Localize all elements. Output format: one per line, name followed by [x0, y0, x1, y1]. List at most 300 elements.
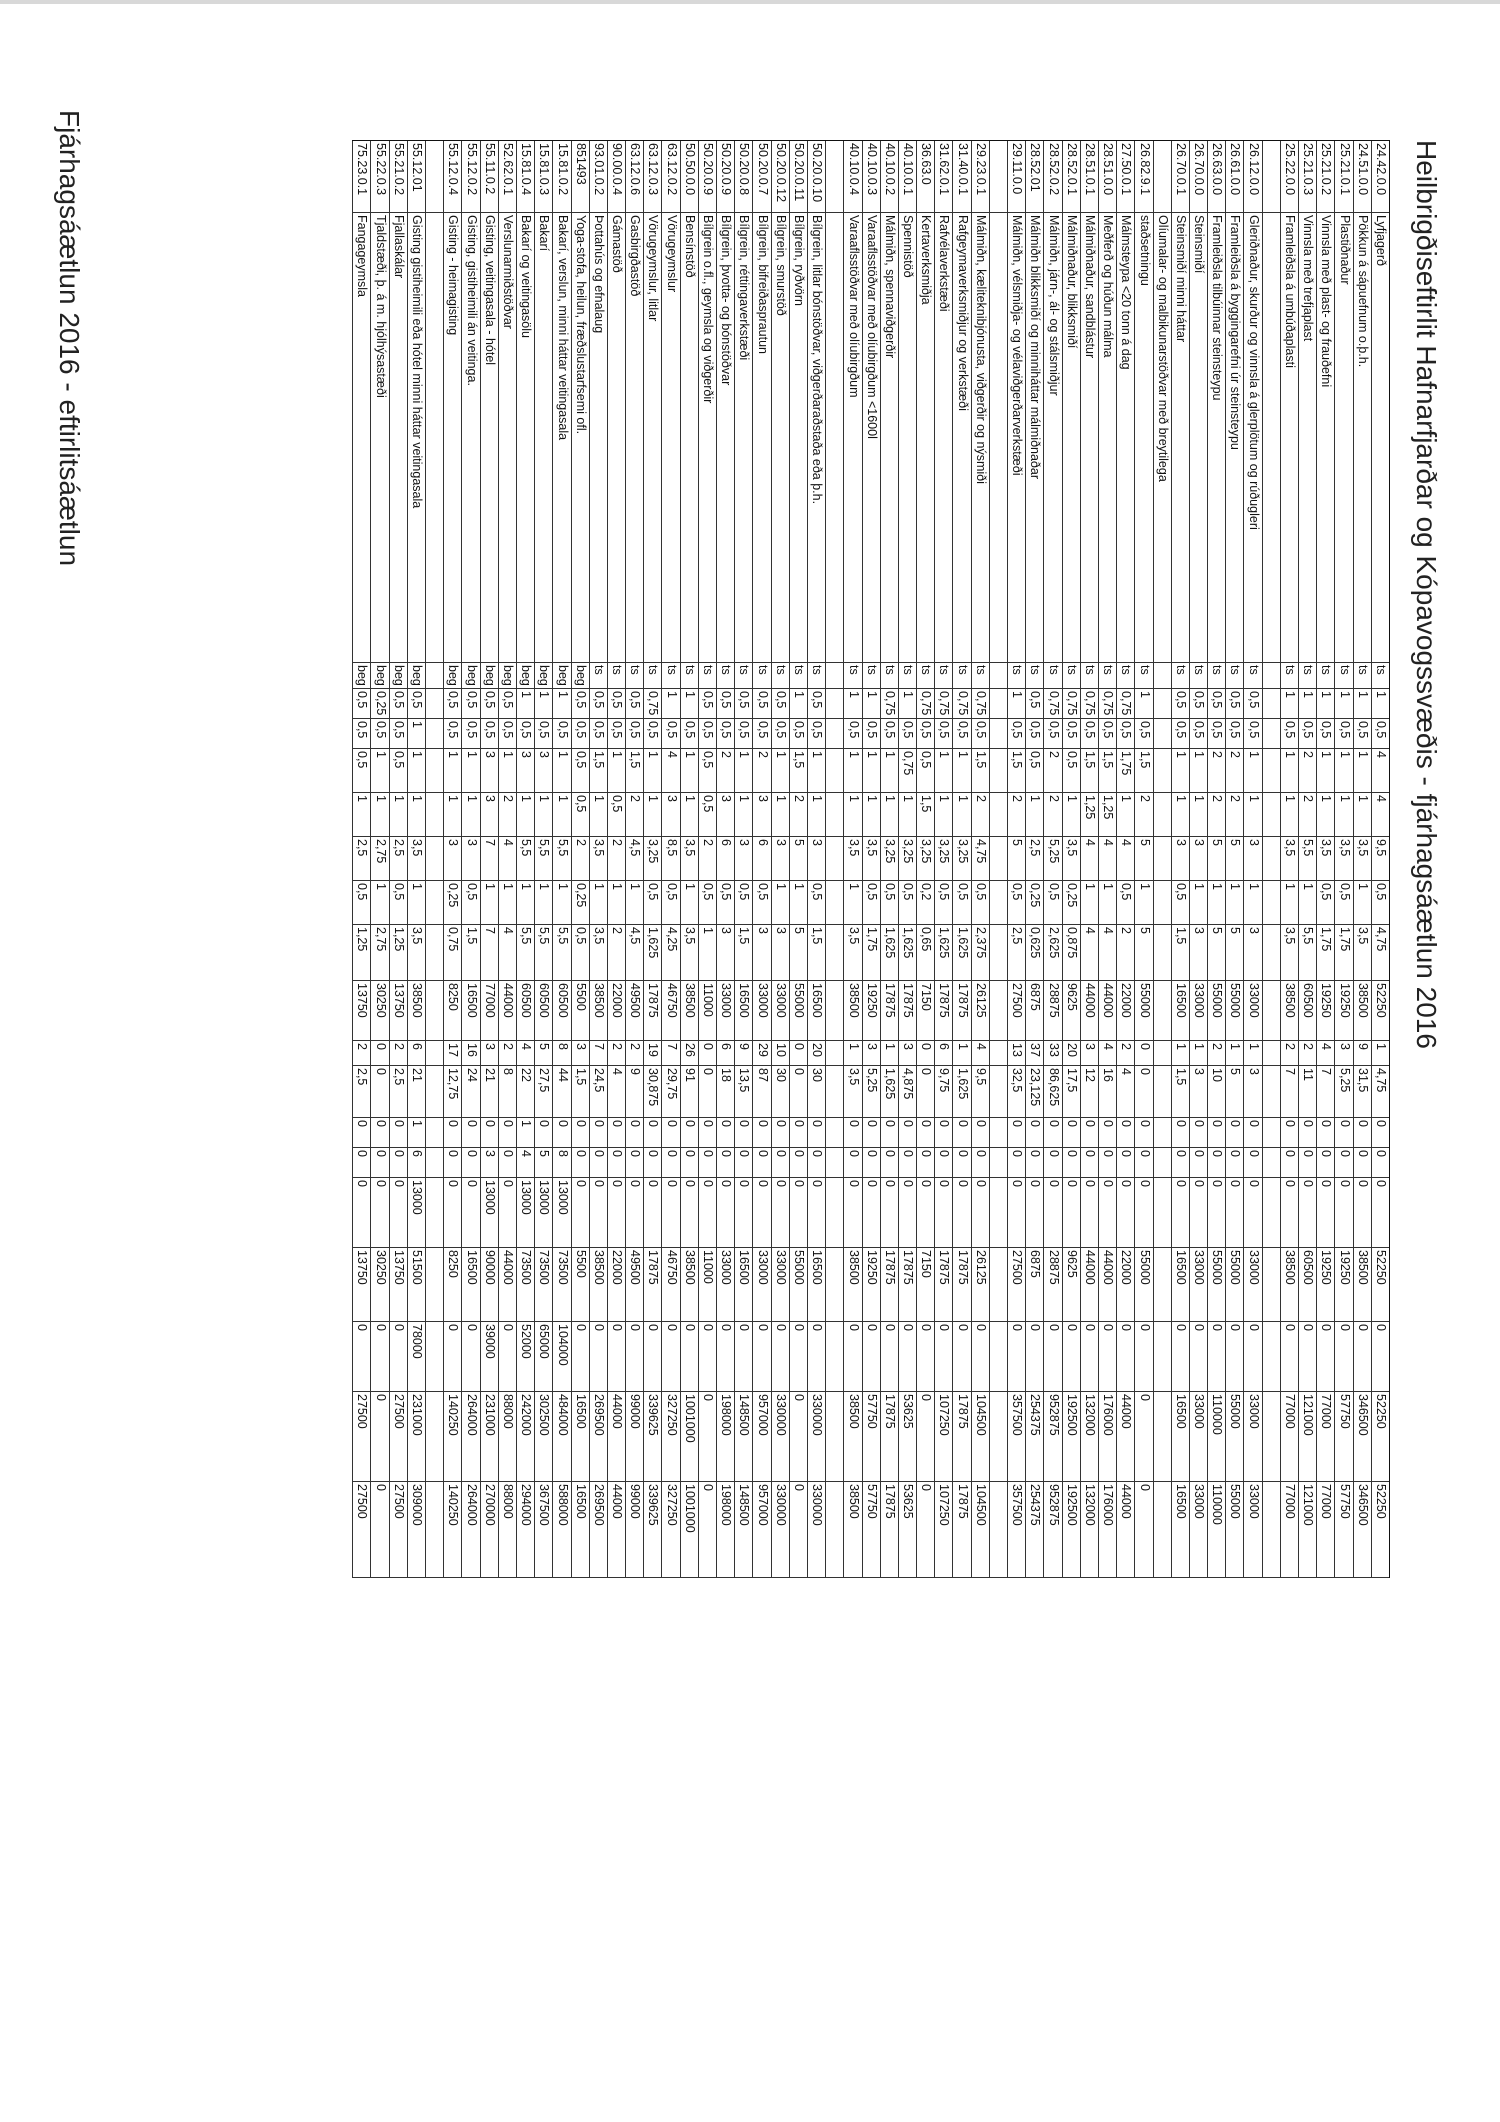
- value-cell: 1: [1189, 749, 1207, 793]
- value-cell: 327250: [662, 1482, 680, 1578]
- description-cell: Bensínstöð: [680, 213, 698, 663]
- value-cell: 33000: [1189, 1392, 1207, 1482]
- code-cell: 25.21.0.1: [1334, 141, 1352, 213]
- value-cell: 1: [862, 689, 880, 719]
- value-cell: 2,625: [1043, 925, 1061, 981]
- value-cell: 77000: [1280, 1482, 1298, 1578]
- value-cell: 17,5: [1062, 1066, 1080, 1118]
- value-cell: 1: [771, 749, 789, 793]
- value-cell: ts: [1116, 663, 1134, 689]
- value-cell: 1,5: [734, 925, 752, 981]
- value-cell: 0,5: [498, 689, 516, 719]
- value-cell: 0: [1098, 1148, 1116, 1178]
- description-cell: Pökkun á sápuefnum o.þ.h.: [1353, 213, 1371, 663]
- code-cell: 52.62.0.1: [498, 141, 516, 213]
- value-cell: 0: [752, 1148, 770, 1178]
- value-cell: 1,5: [461, 925, 479, 981]
- table-row: [516, 141, 534, 1578]
- value-cell: 51500: [407, 1248, 425, 1322]
- value-cell: 3,5: [1280, 925, 1298, 981]
- value-cell: 952875: [1043, 1482, 1061, 1578]
- value-cell: 1: [1189, 1041, 1207, 1066]
- value-cell: 0,5: [1280, 719, 1298, 749]
- value-cell: 0: [807, 1148, 825, 1178]
- value-cell: [825, 837, 843, 881]
- value-cell: 0: [807, 1322, 825, 1392]
- page-title: Heilbrigðiseftirlit Hafnarfjarðar og Kópavogssvæðis - fjárhagsáætlun 2016: [1411, 140, 1442, 1049]
- value-cell: 1: [552, 689, 570, 719]
- value-cell: 3: [752, 793, 770, 837]
- value-cell: 0: [862, 1322, 880, 1392]
- value-cell: 77000: [1316, 1482, 1334, 1578]
- value-cell: 5: [1207, 925, 1225, 981]
- value-cell: 33000: [1244, 981, 1262, 1041]
- value-cell: 19250: [862, 981, 880, 1041]
- value-cell: 132000: [1080, 1392, 1098, 1482]
- value-cell: 16500: [807, 981, 825, 1041]
- description-cell: Málmiðn, vélsmiðja- og vélaviðgerðarverkstæði: [1007, 213, 1025, 663]
- value-cell: 2: [1134, 793, 1152, 837]
- value-cell: 0: [1298, 1118, 1316, 1148]
- value-cell: 16500: [1171, 1392, 1189, 1482]
- table-spacer-row: [425, 141, 443, 1578]
- value-cell: 33000: [752, 1248, 770, 1322]
- value-cell: 21: [480, 1066, 498, 1118]
- value-cell: 27,5: [534, 1066, 552, 1118]
- value-cell: ts: [698, 663, 716, 689]
- value-cell: 0: [934, 1178, 952, 1248]
- value-cell: 0: [1171, 1118, 1189, 1148]
- value-cell: 1: [589, 793, 607, 837]
- value-cell: 2: [698, 837, 716, 881]
- value-cell: 148500: [734, 1482, 752, 1578]
- value-cell: 1,5: [1134, 749, 1152, 793]
- value-cell: 1: [1171, 793, 1189, 837]
- value-cell: 8: [552, 1148, 570, 1178]
- value-cell: 4,875: [898, 1066, 916, 1118]
- description-cell: Málmiðn blikksmiðí og minniháttar málmiðnaðar: [1025, 213, 1043, 663]
- value-cell: 3,5: [1353, 925, 1371, 981]
- value-cell: 23,125: [1025, 1066, 1043, 1118]
- description-cell: Yoga-stofa, heilun, fræðslustarfsemi ofl.: [571, 213, 589, 663]
- value-cell: 1: [498, 749, 516, 793]
- value-cell: 3: [734, 837, 752, 881]
- description-cell: Verslunarmiðstöðvar: [498, 213, 516, 663]
- value-cell: 0: [1007, 1178, 1025, 1248]
- value-cell: 121000: [1298, 1392, 1316, 1482]
- description-cell: Vinnsla með trefjaplast: [1298, 213, 1316, 663]
- table-row: [1007, 141, 1025, 1578]
- page-footer: Fjárhagsáætlun 2016 - eftirlitsáætlun: [54, 110, 85, 567]
- value-cell: 10: [771, 1041, 789, 1066]
- value-cell: 0: [1134, 1148, 1152, 1178]
- value-cell: beg: [371, 663, 389, 689]
- value-cell: 1: [480, 881, 498, 925]
- value-cell: 17875: [953, 1392, 971, 1482]
- description-cell: Gasbirgðastöð: [625, 213, 643, 663]
- value-cell: [425, 881, 443, 925]
- value-cell: 33000: [752, 981, 770, 1041]
- table-row: [971, 141, 989, 1578]
- value-cell: 1: [1244, 881, 1262, 925]
- value-cell: 38500: [843, 1392, 861, 1482]
- value-cell: 0,5: [643, 719, 661, 749]
- value-cell: 91: [680, 1066, 698, 1118]
- value-cell: 0: [734, 1322, 752, 1392]
- value-cell: 17875: [880, 1392, 898, 1482]
- value-cell: 2,5: [352, 1066, 370, 1118]
- value-cell: 0: [1025, 1178, 1043, 1248]
- value-cell: 88000: [498, 1482, 516, 1578]
- value-cell: 2: [1207, 749, 1225, 793]
- value-cell: 7: [662, 1041, 680, 1066]
- value-cell: 60500: [1298, 981, 1316, 1041]
- code-cell: 50.20.0.10: [807, 141, 825, 213]
- value-cell: 0: [1116, 1322, 1134, 1392]
- value-cell: 0,5: [698, 689, 716, 719]
- value-cell: 1: [607, 881, 625, 925]
- description-cell: Vinnsla með plast- og frauðefni: [1316, 213, 1334, 663]
- value-cell: 8,5: [662, 837, 680, 881]
- value-cell: 0: [1189, 1148, 1207, 1178]
- description-cell: Kertaverksmiðja: [916, 213, 934, 663]
- code-cell: 15.81.0.3: [534, 141, 552, 213]
- value-cell: 5: [534, 1041, 552, 1066]
- value-cell: 0,5: [1043, 719, 1061, 749]
- value-cell: [989, 981, 1007, 1041]
- value-cell: 0: [498, 1178, 516, 1248]
- value-cell: 1: [1244, 793, 1262, 837]
- table-row: [1116, 141, 1134, 1578]
- value-cell: ts: [1334, 663, 1352, 689]
- value-cell: 0: [971, 1322, 989, 1392]
- value-cell: 0,5: [571, 925, 589, 981]
- table-row: [916, 141, 934, 1578]
- value-cell: 0,5: [352, 719, 370, 749]
- value-cell: 57750: [1334, 1482, 1352, 1578]
- value-cell: 57750: [862, 1392, 880, 1482]
- value-cell: 0,5: [862, 719, 880, 749]
- value-cell: 0: [1134, 1322, 1152, 1392]
- value-cell: 17875: [880, 1482, 898, 1578]
- value-cell: 0: [1334, 1322, 1352, 1392]
- value-cell: 0,75: [934, 689, 952, 719]
- code-cell: 40.10.0.4: [843, 141, 861, 213]
- value-cell: 0: [1098, 1178, 1116, 1248]
- code-cell: 40.10.0.1: [898, 141, 916, 213]
- code-cell: 851493: [571, 141, 589, 213]
- table-row: [1298, 141, 1316, 1578]
- value-cell: 1: [461, 749, 479, 793]
- value-cell: 20: [1062, 1041, 1080, 1066]
- value-cell: 1: [807, 749, 825, 793]
- table-row: [389, 141, 407, 1578]
- value-cell: 5: [534, 1148, 552, 1178]
- code-cell: 24.42.0.0: [1371, 141, 1389, 213]
- value-cell: 17875: [953, 981, 971, 1041]
- value-cell: 0: [916, 1322, 934, 1392]
- value-cell: 1,5: [807, 925, 825, 981]
- value-cell: 17875: [898, 1248, 916, 1322]
- value-cell: 13000: [480, 1178, 498, 1248]
- fee-table: [352, 140, 1390, 1578]
- value-cell: 1: [461, 793, 479, 837]
- value-cell: 2,75: [371, 925, 389, 981]
- value-cell: 44000: [1116, 1482, 1134, 1578]
- value-cell: ts: [625, 663, 643, 689]
- value-cell: 22000: [1116, 981, 1134, 1041]
- value-cell: 2: [625, 1041, 643, 1066]
- value-cell: 0,5: [625, 719, 643, 749]
- table-row: [698, 141, 716, 1578]
- value-cell: 198000: [716, 1482, 734, 1578]
- value-cell: 2: [1280, 1041, 1298, 1066]
- code-cell: 26.63.0.0: [1207, 141, 1225, 213]
- value-cell: 0: [789, 1322, 807, 1392]
- value-cell: ts: [662, 663, 680, 689]
- table-row: [625, 141, 643, 1578]
- value-cell: 0,5: [389, 689, 407, 719]
- value-cell: 1: [643, 793, 661, 837]
- value-cell: 0: [771, 1178, 789, 1248]
- value-cell: 254375: [1025, 1482, 1043, 1578]
- value-cell: [825, 1066, 843, 1118]
- value-cell: 0,5: [752, 689, 770, 719]
- value-cell: 0,5: [1043, 881, 1061, 925]
- table-row: [807, 141, 825, 1578]
- value-cell: beg: [552, 663, 570, 689]
- value-cell: [425, 1178, 443, 1248]
- value-cell: 2: [1225, 749, 1243, 793]
- value-cell: 3: [480, 1148, 498, 1178]
- value-cell: 1: [1025, 793, 1043, 837]
- value-cell: 0: [916, 1041, 934, 1066]
- value-cell: 0: [552, 1118, 570, 1148]
- value-cell: 0: [789, 1041, 807, 1066]
- value-cell: 0,25: [371, 689, 389, 719]
- value-cell: [989, 881, 1007, 925]
- value-cell: 1: [843, 749, 861, 793]
- table-row: [862, 141, 880, 1578]
- description-cell: Fangageymsla: [352, 213, 370, 663]
- table-row: [571, 141, 589, 1578]
- value-cell: ts: [862, 663, 880, 689]
- table-row: [1225, 141, 1243, 1578]
- value-cell: [825, 663, 843, 689]
- value-cell: 1,5: [571, 1066, 589, 1118]
- value-cell: 107250: [934, 1482, 952, 1578]
- description-cell: [989, 213, 1007, 663]
- value-cell: 0,75: [1098, 689, 1116, 719]
- value-cell: 3,5: [1334, 837, 1352, 881]
- value-cell: 0: [789, 1178, 807, 1248]
- table-row: [953, 141, 971, 1578]
- value-cell: 0,5: [1025, 719, 1043, 749]
- description-cell: Bakarí og veitingasölu: [516, 213, 534, 663]
- value-cell: 0: [662, 1178, 680, 1248]
- value-cell: 1: [1316, 749, 1334, 793]
- value-cell: 27500: [352, 1392, 370, 1482]
- value-cell: 0: [1225, 1178, 1243, 1248]
- value-cell: 17875: [953, 1482, 971, 1578]
- value-cell: 3,5: [407, 925, 425, 981]
- value-cell: 0,5: [607, 689, 625, 719]
- value-cell: 0,5: [1371, 719, 1389, 749]
- value-cell: 0: [1062, 1322, 1080, 1392]
- value-cell: 0: [1334, 1178, 1352, 1248]
- value-cell: 3,5: [843, 925, 861, 981]
- value-cell: 3,5: [843, 1066, 861, 1118]
- value-cell: 3,25: [898, 837, 916, 881]
- value-cell: 0: [1207, 1148, 1225, 1178]
- value-cell: 0,5: [1244, 719, 1262, 749]
- value-cell: [825, 925, 843, 981]
- value-cell: 0: [662, 1118, 680, 1148]
- value-cell: 11: [1298, 1066, 1316, 1118]
- value-cell: 44000: [498, 1248, 516, 1322]
- value-cell: 0,5: [662, 719, 680, 749]
- value-cell: 3: [771, 837, 789, 881]
- value-cell: 5,25: [1334, 1066, 1352, 1118]
- value-cell: 1: [1316, 689, 1334, 719]
- value-cell: 55000: [789, 981, 807, 1041]
- value-cell: 1: [1280, 793, 1298, 837]
- value-cell: 0: [643, 1322, 661, 1392]
- description-cell: Gámastöð: [607, 213, 625, 663]
- value-cell: [989, 1392, 1007, 1482]
- code-cell: 29.23.0.1: [971, 141, 989, 213]
- value-cell: 17875: [643, 1248, 661, 1322]
- description-cell: Þottahús og efnalaug: [589, 213, 607, 663]
- code-cell: 28.51.0.0: [1098, 141, 1116, 213]
- value-cell: [1262, 749, 1280, 793]
- value-cell: 73500: [552, 1248, 570, 1322]
- value-cell: 0,5: [571, 689, 589, 719]
- value-cell: 33000: [771, 1248, 789, 1322]
- description-cell: Steinsmiðí minni háttar: [1171, 213, 1189, 663]
- value-cell: 1: [516, 689, 534, 719]
- value-cell: 0: [698, 1178, 716, 1248]
- value-cell: 0,5: [589, 689, 607, 719]
- value-cell: ts: [1298, 663, 1316, 689]
- description-cell: Málmsteypa <20 tonn á dag: [1116, 213, 1134, 663]
- description-cell: Varaaflsstöðvar með olíubirgðum <1600l: [862, 213, 880, 663]
- value-cell: 3,5: [1353, 837, 1371, 881]
- value-cell: 0,5: [571, 793, 589, 837]
- value-cell: 0,5: [916, 719, 934, 749]
- value-cell: 0: [1298, 1178, 1316, 1248]
- value-cell: 57750: [862, 1482, 880, 1578]
- value-cell: ts: [643, 663, 661, 689]
- value-cell: 11000: [698, 981, 716, 1041]
- value-cell: 0: [1134, 1118, 1152, 1148]
- code-cell: 26.61.0.0: [1225, 141, 1243, 213]
- description-cell: Vörugeymslur, litlar: [643, 213, 661, 663]
- value-cell: ts: [916, 663, 934, 689]
- value-cell: 16500: [1171, 981, 1189, 1041]
- value-cell: 264000: [461, 1392, 479, 1482]
- value-cell: 55000: [1225, 1392, 1243, 1482]
- value-cell: 30: [771, 1066, 789, 1118]
- value-cell: 4: [498, 925, 516, 981]
- value-cell: 0,875: [1062, 925, 1080, 981]
- value-cell: 3: [662, 793, 680, 837]
- value-cell: 0: [916, 1482, 934, 1578]
- value-cell: 17875: [934, 1248, 952, 1322]
- value-cell: 22000: [607, 1248, 625, 1322]
- value-cell: 327250: [662, 1392, 680, 1482]
- table-row: [1153, 141, 1171, 1578]
- value-cell: [1262, 1148, 1280, 1178]
- value-cell: 957000: [752, 1392, 770, 1482]
- value-cell: 1: [771, 793, 789, 837]
- code-cell: 55.11.0.2: [480, 141, 498, 213]
- value-cell: 13750: [352, 981, 370, 1041]
- value-cell: 1: [1189, 881, 1207, 925]
- value-cell: 1: [534, 793, 552, 837]
- value-cell: 0: [843, 1148, 861, 1178]
- value-cell: 0,5: [1098, 719, 1116, 749]
- value-cell: 33000: [771, 981, 789, 1041]
- value-cell: 0: [625, 1148, 643, 1178]
- value-cell: 0: [916, 1148, 934, 1178]
- value-cell: 0,5: [1298, 719, 1316, 749]
- value-cell: 0: [443, 1322, 461, 1392]
- value-cell: 4: [516, 1041, 534, 1066]
- value-cell: 4,75: [1371, 925, 1389, 981]
- description-cell: Vörugeymslur: [662, 213, 680, 663]
- value-cell: 1,5: [789, 749, 807, 793]
- value-cell: 140250: [443, 1392, 461, 1482]
- value-cell: 0,75: [643, 689, 661, 719]
- value-cell: 0: [1244, 1148, 1262, 1178]
- value-cell: [825, 1248, 843, 1322]
- value-cell: 1: [771, 881, 789, 925]
- value-cell: 2,5: [389, 1066, 407, 1118]
- value-cell: 1001000: [680, 1392, 698, 1482]
- value-cell: 44000: [607, 1392, 625, 1482]
- value-cell: 1: [1316, 793, 1334, 837]
- value-cell: 0: [1225, 1322, 1243, 1392]
- value-cell: 1: [1280, 689, 1298, 719]
- value-cell: 302500: [534, 1392, 552, 1482]
- value-cell: 0,5: [625, 689, 643, 719]
- value-cell: 1: [680, 689, 698, 719]
- value-cell: 1: [880, 793, 898, 837]
- value-cell: 0: [843, 1118, 861, 1148]
- value-cell: 16500: [571, 1392, 589, 1482]
- value-cell: 5: [1134, 837, 1152, 881]
- value-cell: 0: [971, 1148, 989, 1178]
- value-cell: 44000: [1080, 981, 1098, 1041]
- value-cell: 2: [571, 837, 589, 881]
- description-cell: Gleriðnaður, skurður og vinnsla á glerplötum og rúðugleri: [1244, 213, 1262, 663]
- value-cell: 5: [1225, 925, 1243, 981]
- value-cell: 1: [953, 793, 971, 837]
- value-cell: 2: [1007, 793, 1025, 837]
- value-cell: 86,625: [1043, 1066, 1061, 1118]
- table-row: [898, 141, 916, 1578]
- value-cell: 7: [1316, 1066, 1334, 1118]
- table-row: [352, 141, 370, 1578]
- value-cell: 357500: [1007, 1482, 1025, 1578]
- value-cell: 0: [1207, 1118, 1225, 1148]
- value-cell: 0,5: [407, 689, 425, 719]
- value-cell: 0,5: [807, 881, 825, 925]
- value-cell: 1: [389, 793, 407, 837]
- value-cell: 0: [789, 1066, 807, 1118]
- value-cell: 1: [443, 793, 461, 837]
